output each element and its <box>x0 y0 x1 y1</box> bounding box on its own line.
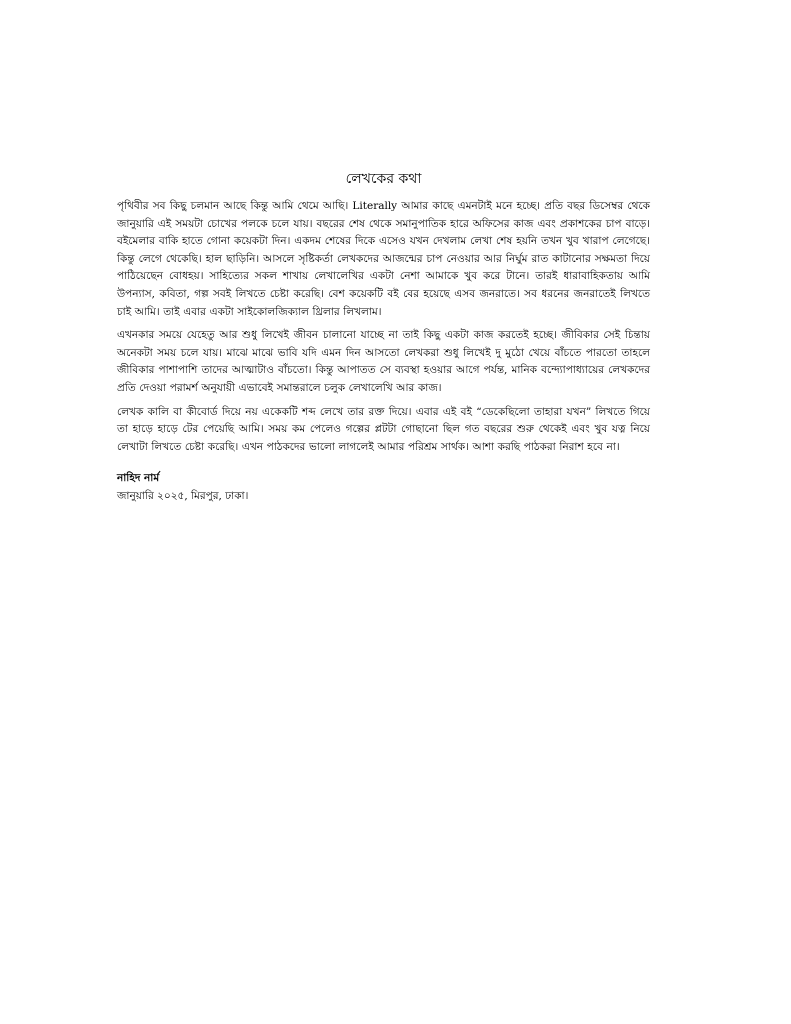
document-title: লেখকের কথা <box>345 171 422 187</box>
signature-block <box>117 470 650 505</box>
paragraph-1: পৃথিবীর সব কিছু চলমান আছে কিন্তু আমি থেমে আছি। Literally আমার কাছে এমনটাই মনে হচ্ছে। প্রতি বছর ডিসেম্বর থেকে জানুয়ারি এই সময়টা চোখের পলকে চলে যায়। বছরের শেষ থেকে সমানুপাতিক হারে অফিসের কাজ এবং প্রকাশকের চাপ বাড়ে। বইমেলার বাকি হাতে গোনা কয়েকটা দিন। একদম শেষের দিকে এসেও যখন দেখলাম লেখা শেষ হয়নি তখন খুব খারাপ লেগেছে। কিন্তু লেগে থেকেছি। হাল ছাড়িনি। আসলে সৃষ্টিকর্তা লেখকদের আজন্মের চাপ নেওয়ার আর নির্ঘুম রাত কাটানোর সক্ষমতা দিয়ে পাঠিয়েছেন বোধহয়। সাহিত্যের সকল শাখায় লেখালেখির একটা নেশা আমাকে খুব করে টানে। তারই ধারাবাহিকতায় আমি উপন্যাস, কবিতা, গল্প সবই লিখতে চেষ্টা করেছি। বেশ কয়েকটি বই বের হয়েছে এসব জনরাতে। সব ধরনের জনরাতেই লিখতে চাই আমি। তাই এবার একটা সাইকোলজিক্যাল থ্রিলার লিখলাম। <box>117 200 650 318</box>
document-body <box>117 170 650 506</box>
date-place: জানুয়ারি ২০২৫, মিরপুর, ঢাকা। <box>117 489 249 502</box>
paragraph-2: এখনকার সময়ে যেহেতু আর শুধু লিখেই জীবন চালানো যাচ্ছে না তাই কিছু একটা কাজ করতেই হচ্ছে। জীবিকার সেই চিন্তায় অনেকটা সময় চলে যায়। মাঝে মাঝে ভাবি যদি এমন দিন আসতো লেখকরা শুধু লিখেই দু মুঠো খেয়ে বাঁচতে পারতো তাহলে জীবিকার পাশাপাশি তাদের আত্মাটাও বাঁচতো। কিন্তু আপাতত সে ব্যবস্থা হওয়ার আগে পর্যন্ত, মানিক বন্দ্যোপাধ্যায়ের লেখকদের প্রতি দেওয়া পরামর্শ অনুযায়ী এভাবেই সমান্তরালে চলুক লেখালেখি আর কাজ। <box>117 329 650 394</box>
paragraph-3: লেখক কালি বা কীবোর্ড দিয়ে নয় একেকটি শব্দ লেখে তার রক্ত দিয়ে। এবার এই বই “ডেকেছিলো তাহারা যখন” লিখতে গিয়ে তা হাড়ে হাড়ে টের পেয়েছি আমি। সময় কম পেলেও গল্পের প্লটটা গোছানো ছিল গত বছরের শুরু থেকেই এবং খুব যত্ন নিয়ে লেখাটা লিখতে চেষ্টা করেছি। এখন পাঠকদের ভালো লাগলেই আমার পরিশ্রম সার্থক। আশা করছি পাঠকরা নিরাশ হবে না। <box>117 405 650 453</box>
author-name: নাহিদ নার্ম <box>117 472 160 485</box>
